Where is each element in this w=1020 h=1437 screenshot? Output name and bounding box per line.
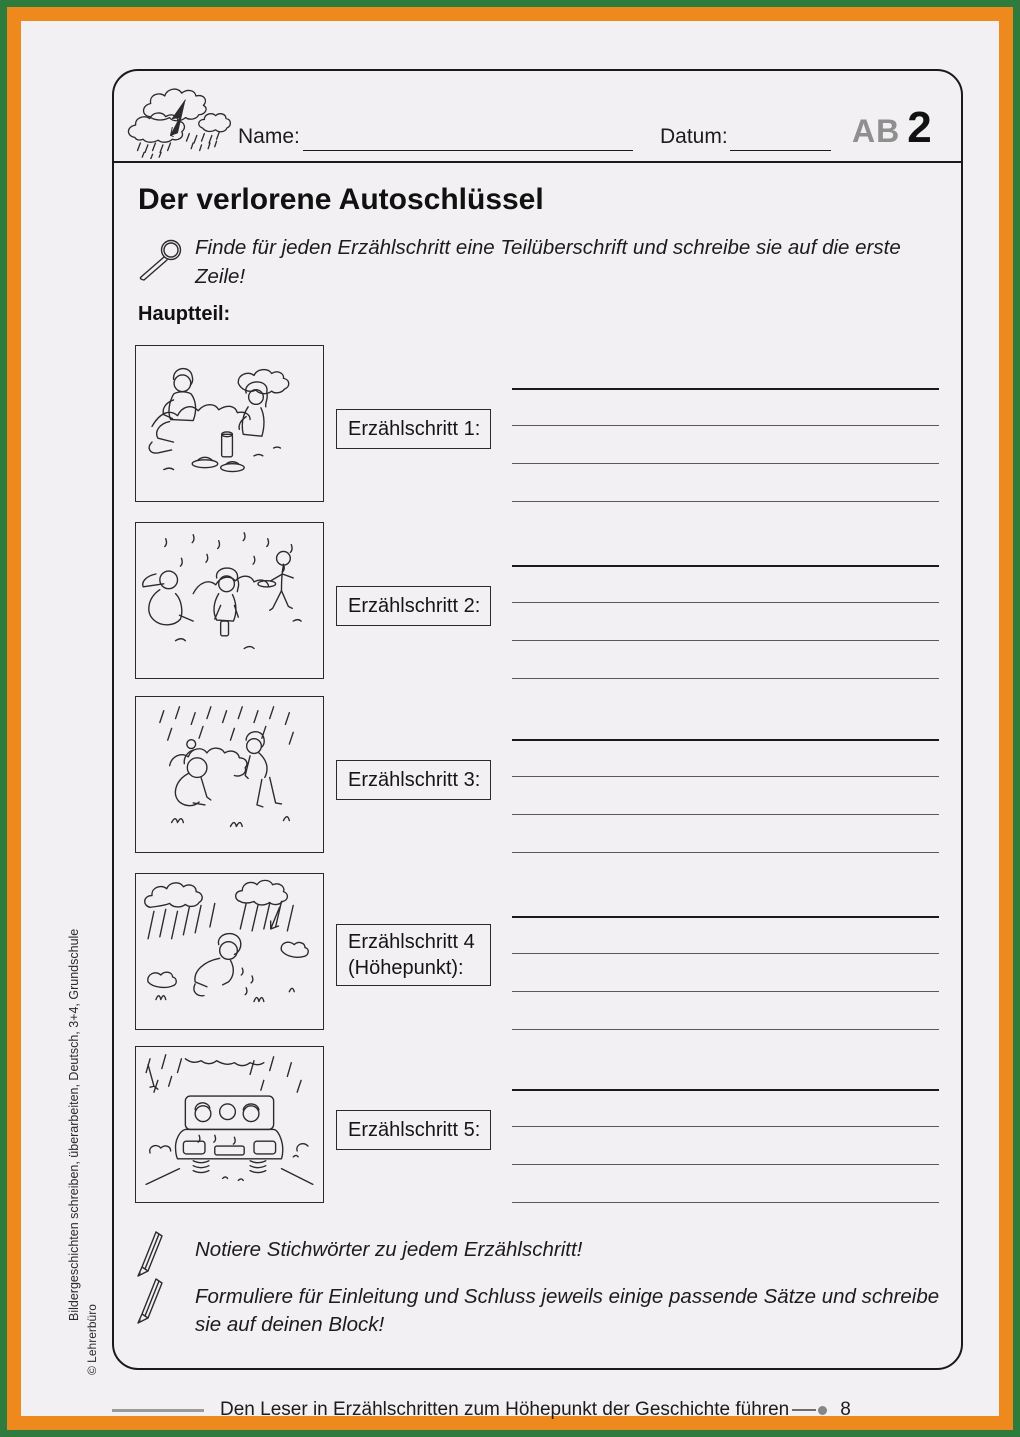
heading-writing-line (512, 388, 939, 390)
name-label: Name: (238, 125, 300, 148)
step-label: Erzählschritt 2: (348, 595, 481, 617)
paper-background (21, 21, 999, 1420)
hint-text: Finde für jeden Erzählschritt eine Teilüberschrift und schreibe sie auf die erste Zeile! (195, 236, 901, 288)
page-number: 8 (840, 1399, 851, 1420)
step-label: Erzählschritt 4 (Höhepunkt): (348, 931, 475, 979)
writing-line (512, 602, 939, 603)
pencil-icon (135, 1229, 165, 1279)
writing-line (512, 1202, 939, 1203)
pencil-icon (135, 1276, 165, 1326)
writing-line (512, 640, 939, 641)
step-row-4 (114, 873, 961, 1031)
writing-line (512, 814, 939, 815)
sheet-code-ab: AB (852, 113, 901, 149)
sheet-number: 2 (907, 103, 932, 152)
footer (112, 1397, 937, 1423)
worksheet-title: Der verlorene Autoschlüssel (138, 183, 544, 216)
magnifier-icon (134, 237, 190, 283)
heading-writing-line (512, 1089, 939, 1091)
sheet-code (852, 103, 932, 153)
writing-line (512, 463, 939, 464)
writing-line (512, 776, 939, 777)
sidebar-series-caption: Bildergeschichten schreiben, überarbeiten, Deutsch, 3+4, Grundschule (67, 928, 81, 1321)
crawling-in-downpour-drawing (136, 874, 322, 1028)
writing-line (512, 991, 939, 992)
step-label: Erzählschritt 5: (348, 1119, 481, 1141)
step-row-3 (114, 696, 961, 854)
footer-rule-line (112, 1409, 204, 1412)
heading-writing-line (512, 916, 939, 918)
date-label: Datum: (660, 125, 728, 148)
writing-line (512, 852, 939, 853)
story-picture-frame (135, 345, 324, 502)
note-text: Notiere Stichwörter zu jedem Erzählschritt! (195, 1238, 583, 1261)
family-picnic-scene-drawing (136, 346, 322, 500)
family-car-rain-drawing (136, 1047, 322, 1201)
rain-begins-packing-drawing (136, 523, 322, 677)
footer-dash-line (792, 1409, 816, 1412)
writing-line (512, 678, 939, 679)
story-picture-frame (135, 1046, 324, 1203)
storm-cloud-rain-icon (120, 79, 236, 159)
writing-line (512, 1126, 939, 1127)
writing-line (512, 501, 939, 502)
story-picture-frame (135, 522, 324, 679)
step-row-2 (114, 522, 961, 680)
footer-topic-text: Den Leser in Erzählschritten zum Höhepunkt der Geschichte führen (220, 1399, 790, 1420)
note-text: Formuliere für Einleitung und Schluss jeweils einige passende Sätze und schreibe sie auf deinen Block! (195, 1285, 940, 1336)
searching-in-rain-drawing (136, 697, 322, 851)
writing-line (512, 953, 939, 954)
sheet-header (114, 71, 961, 163)
step-label-box (336, 409, 491, 449)
story-picture-frame (135, 873, 324, 1030)
name-input-line (303, 150, 633, 151)
step-label-box (336, 1110, 491, 1150)
footer-bullet-dot (818, 1406, 827, 1415)
heading-writing-line (512, 739, 939, 741)
writing-line (512, 1029, 939, 1030)
step-row-5 (114, 1046, 961, 1204)
step-row-1 (114, 345, 961, 503)
story-picture-frame (135, 696, 324, 853)
step-label-box (336, 760, 491, 800)
step-label: Erzählschritt 1: (348, 418, 481, 440)
writing-line (512, 1164, 939, 1165)
step-label: Erzählschritt 3: (348, 769, 481, 791)
writing-line (512, 425, 939, 426)
step-label-box (336, 586, 491, 626)
section-heading: Hauptteil: (138, 303, 231, 325)
heading-writing-line (512, 565, 939, 567)
worksheet-sheet (112, 69, 963, 1370)
date-input-line (730, 150, 831, 151)
step-label-box (336, 924, 491, 986)
sidebar-copyright: © Lehrerbüro (85, 1304, 99, 1375)
